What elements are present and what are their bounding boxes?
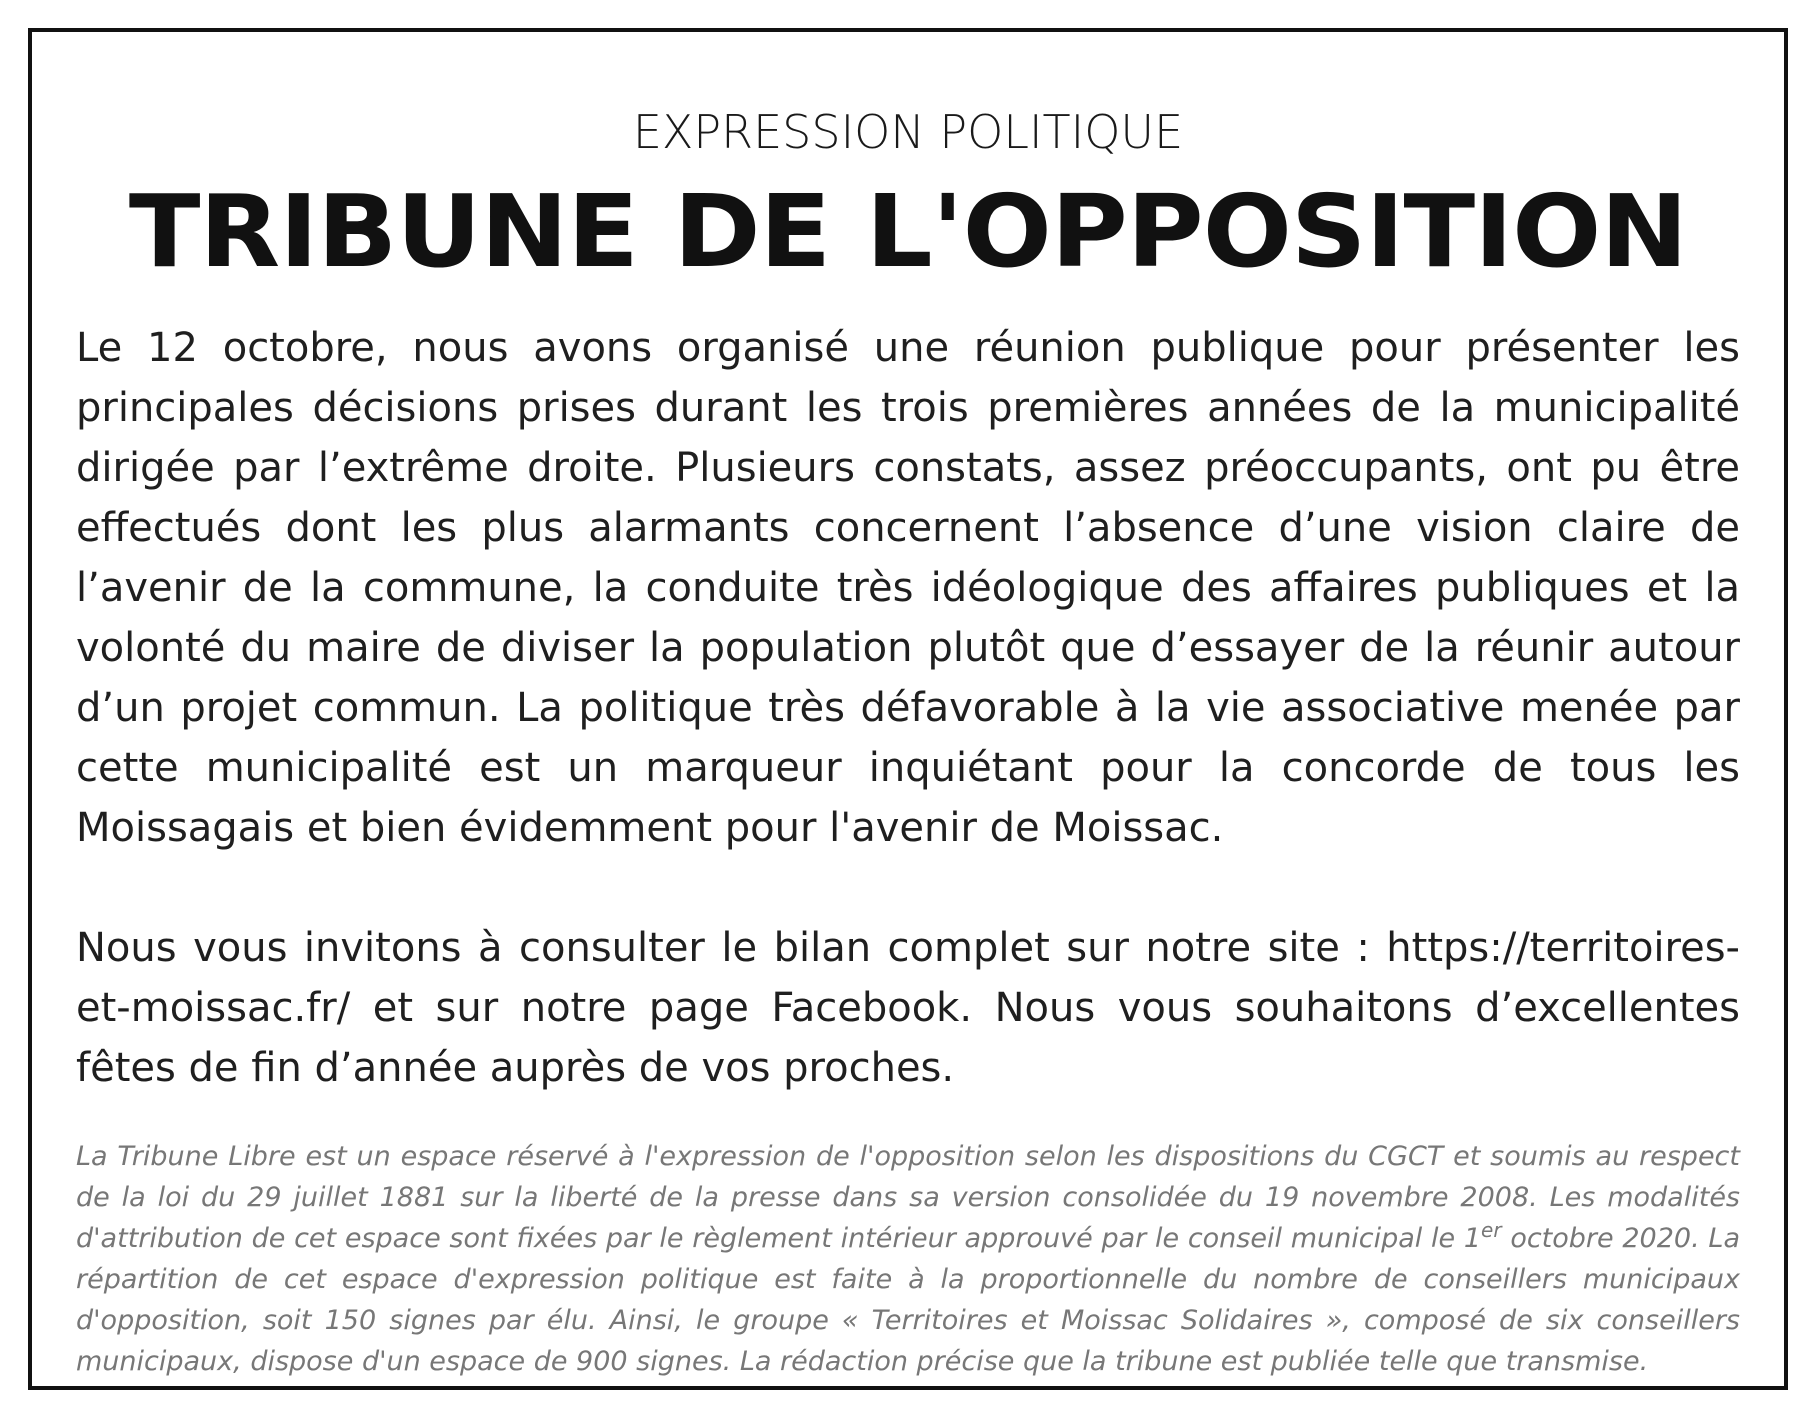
section-kicker: EXPRESSION POLITIQUE	[632, 105, 1184, 159]
legal-note-part-1: La Tribune Libre est un espace réservé à l'expression de l'opposition selon les dispositions du CGCT et soumis au respect de la loi du 29 juillet 1881 sur la liberté de la presse dans sa version consolidée du 19 novembre 2008. Les modalités d'attribution de cet espace sont fixées par le règlement intérieur approuvé par le conseil municipal le 1	[76, 1141, 1740, 1254]
article-body	[76, 318, 1740, 1098]
article-paragraph-1: Le 12 octobre, nous avons organisé une réunion publique pour présenter les principales décisions prises durant les trois premières années de la municipalité dirigée par l’extrême droite. Plusieurs constats, assez préoccupants, ont pu être effectués dont les plus alarmants concernent l’absence d’une vision claire de l’avenir de la commune, la conduite très idéologique des affaires publiques et la volonté du maire de diviser la population plutôt que d’essayer de la réunir autour d’un projet commun. La politique très défavorable à la vie associative menée par cette municipalité est un marqueur inquiétant pour la concorde de tous les Moissagais et bien évidemment pour l'avenir de Moissac.	[76, 325, 1740, 851]
tribune-frame	[28, 28, 1788, 1390]
article-paragraph-2: Nous vous invitons à consulter le bilan complet sur notre site : https://territoires-et-moissac.fr/ et sur notre page Facebook. Nous vous souhaitons d’excellentes fêtes de fin d’année auprès de vos proches.	[76, 925, 1740, 1091]
page-title: TRIBUNE DE L'OPPOSITION	[128, 173, 1688, 290]
legal-note	[76, 1136, 1740, 1382]
legal-note-part-2: octobre 2020. La répartition de cet espace d'expression politique est faite à la proportionnelle du nombre de conseillers municipaux d'opposition, soit 150 signes par élu. Ainsi, le groupe « Territoires et Moissac Solidaires », composé de six conseillers municipaux, dispose d'un espace de 900 signes. La rédaction précise que la tribune est publiée telle que transmise.	[76, 1223, 1740, 1377]
legal-note-superscript: er	[1481, 1218, 1502, 1242]
